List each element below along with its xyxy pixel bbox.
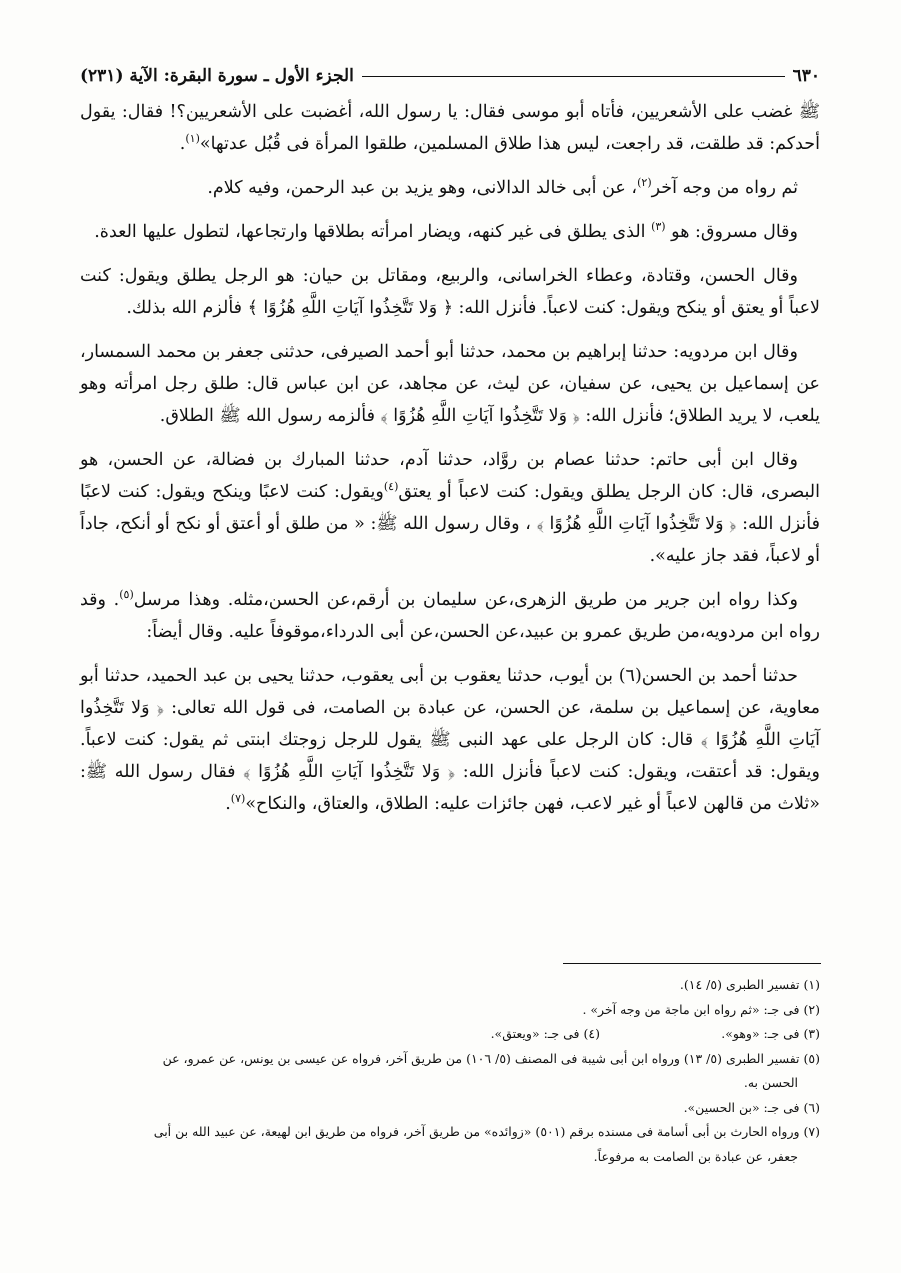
header-title: الجزء الأول ـ سورة البقرة: الآية (٢٣١) — [80, 66, 354, 86]
footnote-row-3-4 — [80, 1022, 820, 1047]
footnote-7-continued: جعفر، عن عبادة بن الصامت به مرفوعاً. — [593, 1148, 798, 1164]
main-text — [80, 96, 820, 832]
footnote-ref: (٢) — [637, 176, 652, 190]
paragraph-6: وقال ابن أبى حاتم: حدثنا عصام بن روَّاد، حدثنا آدم، حدثنا المبارك بن فضالة، عن الحسن، هو البصرى، قال: كان الرجل يطلق ويقول: كنت لاعباً أو يعتق$^{(٤)}$ويقول: كنت لاعبًا وينكح ويقول: كنت لاعبًا فأنزل الله: ﴿ وَلا تَتَّخِذُوا آيَاتِ اللَّهِ هُزُوًا ﴾ ، وقال رسول الله ﷺ: « من طلق أو أعتق أو نكح أو أنكح، جاداً أو لاعباً، فقد جاز عليه». — [80, 450, 820, 566]
footnote-3: (٣) فى جـ: «وهو». — [721, 1026, 820, 1041]
header-rule — [362, 76, 785, 77]
paragraph-7: وكذا رواه ابن جرير من طريق الزهرى،عن سليمان بن أرقم،عن الحسن،مثله. وهذا مرسل$^{(٥)}$. وقد رواه ابن مردويه،من طريق عمرو بن عبيد،عن الحسن،عن أبى الدرداء،موقوفاً عليه. وقال أيضاً: — [80, 588, 820, 642]
footnote-ref: (٥) — [119, 588, 134, 602]
footnote-ref: (٤) — [383, 480, 399, 494]
running-header — [80, 64, 820, 88]
footnote-1: (١) تفسير الطبرى (٥/ ١٤). — [679, 977, 820, 992]
footnote-6: (٦) فى جـ: «بن الحسين». — [683, 1099, 820, 1115]
page-number: ٦٣٠ — [792, 66, 820, 86]
footnote-ref: (١) — [185, 132, 200, 146]
paragraph-8: حدثنا أحمد بن الحسن(٦) بن أيوب، حدثنا يعقوب بن أبى يعقوب، حدثنا يحيى بن عبد الحميد، حدثنا أبو معاوية، عن إسماعيل بن سلمة، عن الحسن، عن عبادة بن الصامت، فى قول الله تعالى: ﴿ وَلا تَتَّخِذُوا آيَاتِ اللَّهِ هُزُوًا ﴾ قال: كان الرجل على عهد النبى ﷺ يقول للرجل زوجتك ابنتى ثم يقول: كنت لاعباً. ويقول: قد أعتقت، ويقول: كنت لاعباً فأنزل الله: ﴿ وَلا تَتَّخِذُوا آيَاتِ اللَّهِ هُزُوًا ﴾ فقال رسول الله ﷺ: «ثلاث من قالهن لاعباً أو غير لاعب، فهن جائزات عليه: الطلاق، والعتاق، والنكاح»$^{(٧)}$. — [80, 666, 820, 814]
footnote-ref: (٧) — [230, 792, 246, 806]
paragraph-4: وقال الحسن، وقتادة، وعطاء الخراسانى، والربيع، ومقاتل بن حيان: هو الرجل يطلق ويقول: كنت لاعباً أو يعتق أو ينكح ويقول: كنت لاعباً. فأنزل الله: ﴿ وَلا تَتَّخِذُوا آيَاتِ اللَّهِ هُزُوًا ﴾ فألزم الله بذلك. — [80, 266, 820, 318]
footnote-7: (٧) ورواه الحارث بن أبى أسامة فى مسنده برقم (٥٠١) «زوائده» من طريق آخر، فرواه من طريق ابن لهيعة، عن عبيد الله بن أبى — [153, 1124, 820, 1139]
footnotes — [80, 973, 820, 1169]
footnote-ref: (٣) — [651, 220, 666, 234]
footnote-4: (٤) فى جـ: «ويعتق». — [490, 1026, 600, 1041]
footnote-5-continued: الحسن به. — [743, 1075, 798, 1090]
paragraph-1: ﷺ غضب على الأشعريين، فأتاه أبو موسى فقال: يا رسول الله، أغضبت على الأشعريين؟! فقال: يقول أحدكم: قد طلقت، قد راجعت، ليس هذا طلاق المسلمين، طلقوا المرأة فى قُبُل عدتها»$^{(١)}$. — [80, 102, 820, 154]
paragraph-3: وقال مسروق: هو $^{(٣)}$ الذى يطلق فى غير كنهه، ويضار امرأته بطلاقها وارتجاعها، لتطول عليها العدة. — [94, 220, 798, 242]
paragraph-5: وقال ابن مردويه: حدثنا إبراهيم بن محمد، حدثنا أبو أحمد الصيرفى، حدثنى جعفر بن محمد السمسار، عن إسماعيل بن يحيى، عن سفيان، عن ليث، عن مجاهد، عن ابن عباس قال: طلق رجل امرأته وهو يلعب، لا يريد الطلاق؛ فأنزل الله: ﴿ وَلا تَتَّخِذُوا آيَاتِ اللَّهِ هُزُوًا ﴾ فألزمه رسول الله ﷺ الطلاق. — [80, 342, 820, 426]
footnote-2: (٢) فى جـ: «ثم رواه ابن ماجة من وجه آخر» . — [582, 1001, 820, 1017]
paragraph-2: ثم رواه من وجه آخر$^{(٢)}$، عن أبى خالد الدالانى، وهو يزيد بن عبد الرحمن، وفيه كلام. — [207, 176, 798, 198]
footnote-rule — [563, 963, 821, 964]
footnote-5: (٥) تفسير الطبرى (٥/ ١٣) ورواه ابن أبى شيبة فى المصنف (٥/ ١٠٦) من طريق آخر، فرواه عن عيسى بن يونس، عن عمرو، عن — [162, 1050, 820, 1066]
